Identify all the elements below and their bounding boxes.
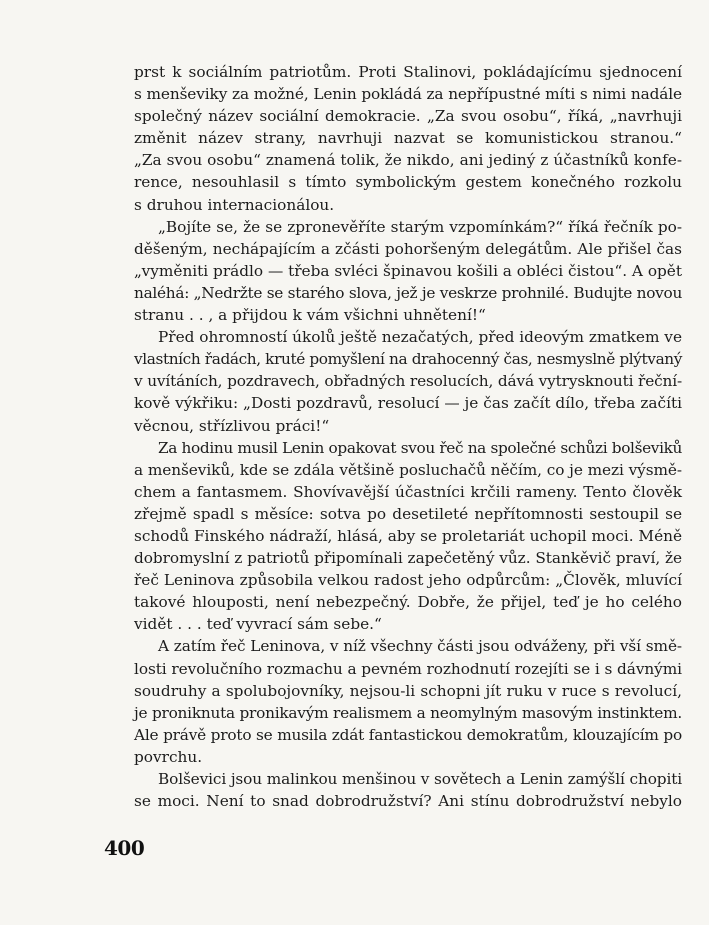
- text-line: v uvítáních, pozdravech, obřadných resolucích, dává vytrysknouti řeční-: [134, 372, 682, 391]
- text-line: a menševiků, kde se zdála většině posluchačů něčím, co je mezi výsmě-: [134, 460, 682, 479]
- text-line: rence, nesouhlasil s tímto symbolickým gestem konečného rozkolu: [134, 173, 682, 192]
- text-line: s druhou internacionálou.: [134, 195, 335, 214]
- text-line: je proniknuta pronikavým realismem a neomylným masovým instinktem.: [134, 703, 682, 722]
- page-number: 400: [104, 836, 145, 860]
- text-line: věcnou, střízlivou práci!“: [134, 416, 330, 435]
- text-line: takové hlouposti, není nebezpečný. Dobře, že přijel, teď je ho celého: [134, 593, 682, 612]
- text-line: losti revolučního rozmachu a pevném rozhodnutí rozejíti se i s dávnými: [134, 659, 682, 678]
- text-line: se moci. Není to snad dobrodružství? Ani stínu dobrodružství nebylo: [134, 792, 682, 811]
- text-line: dobromyslní z patriotů připomínali zapečetěný vůz. Stankěvič praví, že: [134, 549, 682, 568]
- text-line: řeč Leninova způsobila velkou radost jeho odpůrcům: „Člověk, mluvící: [134, 571, 682, 590]
- text-line: děšeným, nechápajícím a zčásti pohoršeným delegátům. Ale přišel čas: [134, 239, 682, 258]
- text-line: vidět . . . teď vyvrací sám sebe.“: [134, 615, 382, 634]
- text-line: Před ohromností úkolů ještě nezačatých, před ideovým zmatkem ve: [158, 328, 682, 347]
- text-line: s menševiky za možné, Lenin pokládá za nepřípustné míti s nimi nadále: [134, 85, 682, 104]
- text-line: „vyměniti prádlo — třeba svléci špinavou košili a obléci čistou“. A opět: [134, 261, 682, 280]
- text-line: Ale právě proto se musila zdát fantastickou demokratům, klouzajícím po: [134, 725, 683, 744]
- text-line: Bolševici jsou malinkou menšinou v sovětech a Lenin zamýšlí chopiti: [158, 770, 682, 788]
- text-line: chem a fantasmem. Shovívavější účastníci krčili rameny. Tento člověk: [134, 482, 682, 501]
- text-line: prst k sociálním patriotům. Proti Stalinovi, pokládajícímu sjednocení: [134, 63, 682, 81]
- text-line: zřejmě spadl s měsíce: sotva po desetileté nepřítomnosti sestoupil se: [134, 504, 682, 523]
- text-line: „Bojíte se, že se zpronevěříte starým vzpomínkám?“ říká řečník po-: [158, 217, 682, 236]
- text-line: „Za svou osobu“ znamená tolik, že nikdo, ani jediný z účastníků konfe-: [134, 151, 682, 170]
- text-line: vlastních řadách, kruté pomyšlení na drahocenný čas, nesmyslně plýtvaný: [134, 350, 683, 369]
- text-line: Za hodinu musil Lenin opakovat svou řeč na společné schůzi bolševiků: [158, 438, 682, 457]
- text-line: povrchu.: [134, 747, 203, 766]
- text-line: schodů Finského nádraží, hlásá, aby se proletariát uchopil moci. Méně: [134, 526, 683, 545]
- text-line: naléhá: „Nedržte se starého slova, jež je veskrze prohnilé. Budujte novou: [134, 283, 683, 302]
- body-text: [134, 61, 682, 812]
- text-line: soudruhy a spolubojovníky, nejsou-li schopni jít ruku v ruce s revolucí,: [134, 681, 682, 700]
- text-line: společný název sociální demokracie. „Za svou osobu“, říká, „navrhuji: [134, 107, 682, 126]
- text-line: A zatím řeč Leninova, v níž všechny části jsou odváženy, při vší smě-: [158, 637, 682, 656]
- text-line: kově výkřiku: „Dosti pozdravů, resolucí — je čas začít dílo, třeba začíti: [134, 394, 682, 413]
- text-line: stranu . . , a přijdou k vám všichni uhnětení!“: [134, 306, 486, 325]
- text-line: změnit název strany, navrhuji nazvat se komunistickou stranou.“: [134, 129, 682, 148]
